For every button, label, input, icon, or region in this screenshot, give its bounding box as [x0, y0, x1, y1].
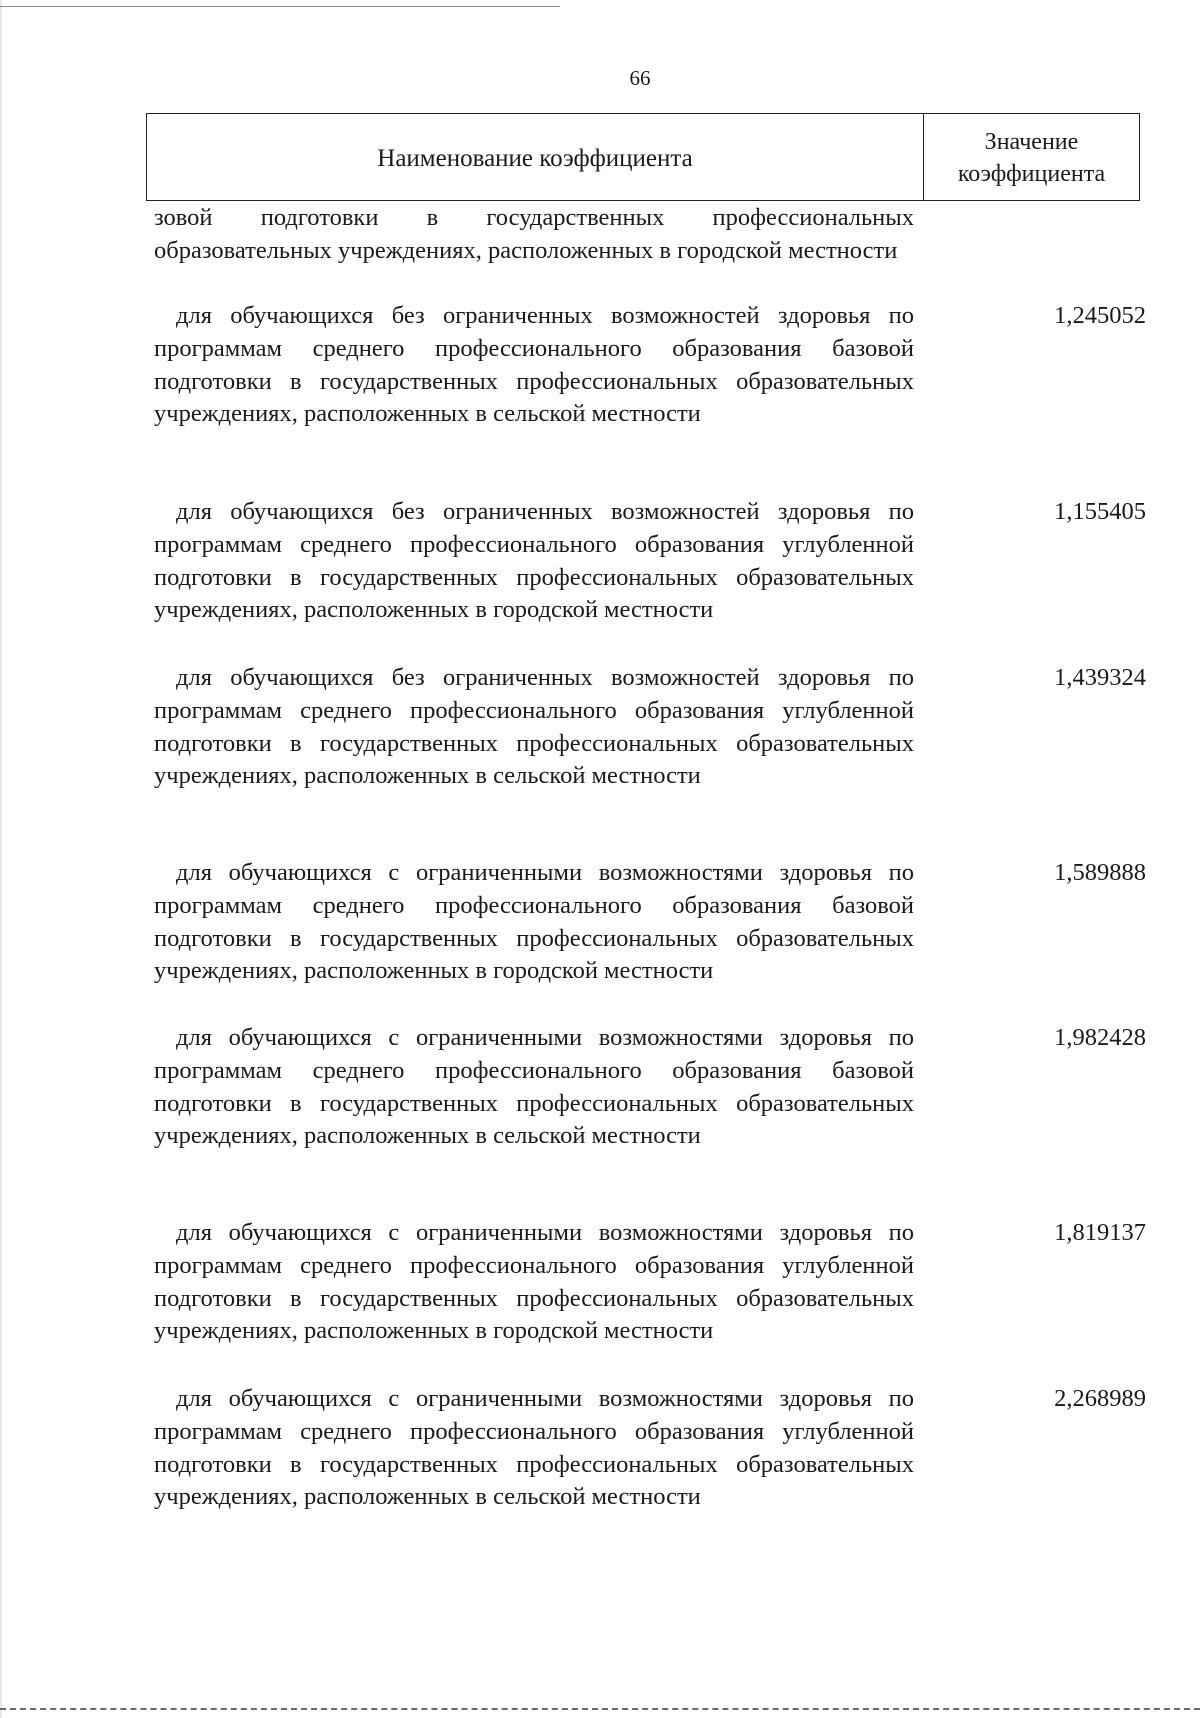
coefficient-name: для обучающихся с ограниченными возможностями здоровья по программам среднего профессионального образования углубленной подготовки в государственных профессиональных образовательных учреждениях, расположенных в сельской местности [154, 1385, 914, 1511]
coefficient-name: зовой подготовки в государственных профессиональных образовательных учреждениях, расположенных в городской местности [154, 204, 914, 264]
column-header-value: Значение коэффициента [957, 129, 1106, 187]
coefficient-name: для обучающихся без ограниченных возможностей здоровья по программам среднего профессионального образования базовой подготовки в государственных профессиональных образовательных учреждениях, расположенных в сельской местности [154, 302, 914, 428]
table-row [154, 662, 1146, 793]
coefficient-value: 1,245052 [1054, 302, 1146, 329]
table-row [154, 300, 1146, 431]
table-row [154, 1383, 1146, 1514]
scan-artifact-line [0, 6, 560, 7]
table-row [154, 1022, 1146, 1153]
coefficient-value: 2,268989 [1054, 1385, 1146, 1412]
scan-edge [0, 0, 2, 1718]
coefficient-name: для обучающихся с ограниченными возможностями здоровья по программам среднего профессионального образования базовой подготовки в государственных профессиональных образовательных учреждениях, расположенных в городской местности [154, 859, 914, 985]
coefficient-name: для обучающихся без ограниченных возможностей здоровья по программам среднего профессионального образования углубленной подготовки в государственных профессиональных образовательных учреждениях, расположенных в городской местности [154, 498, 914, 624]
table-row [154, 496, 1146, 627]
coefficient-value: 1,819137 [1054, 1219, 1146, 1246]
table-row [154, 202, 914, 268]
coefficient-name: для обучающихся без ограниченных возможностей здоровья по программам среднего профессионального образования углубленной подготовки в государственных профессиональных образовательных учреждениях, расположенных в сельской местности [154, 664, 914, 790]
coefficient-value: 1,155405 [1054, 498, 1146, 525]
coefficient-value: 1,982428 [1054, 1024, 1146, 1051]
coefficient-name: для обучающихся с ограниченными возможностями здоровья по программам среднего профессионального образования углубленной подготовки в государственных профессиональных образовательных учреждениях, расположенных в городской местности [154, 1219, 914, 1345]
table-row [154, 857, 1146, 988]
coefficient-value: 1,439324 [1054, 664, 1146, 691]
table-header [146, 113, 1140, 201]
column-header-name: Наименование коэффициента [147, 114, 924, 200]
scan-artifact-line [0, 1708, 1200, 1710]
page-number: 66 [629, 66, 651, 90]
coefficient-name: для обучающихся с ограниченными возможностями здоровья по программам среднего профессионального образования базовой подготовки в государственных профессиональных образовательных учреждениях, расположенных в сельской местности [154, 1024, 914, 1150]
coefficient-value: 1,589888 [1054, 859, 1146, 886]
table-row [154, 1217, 1146, 1348]
